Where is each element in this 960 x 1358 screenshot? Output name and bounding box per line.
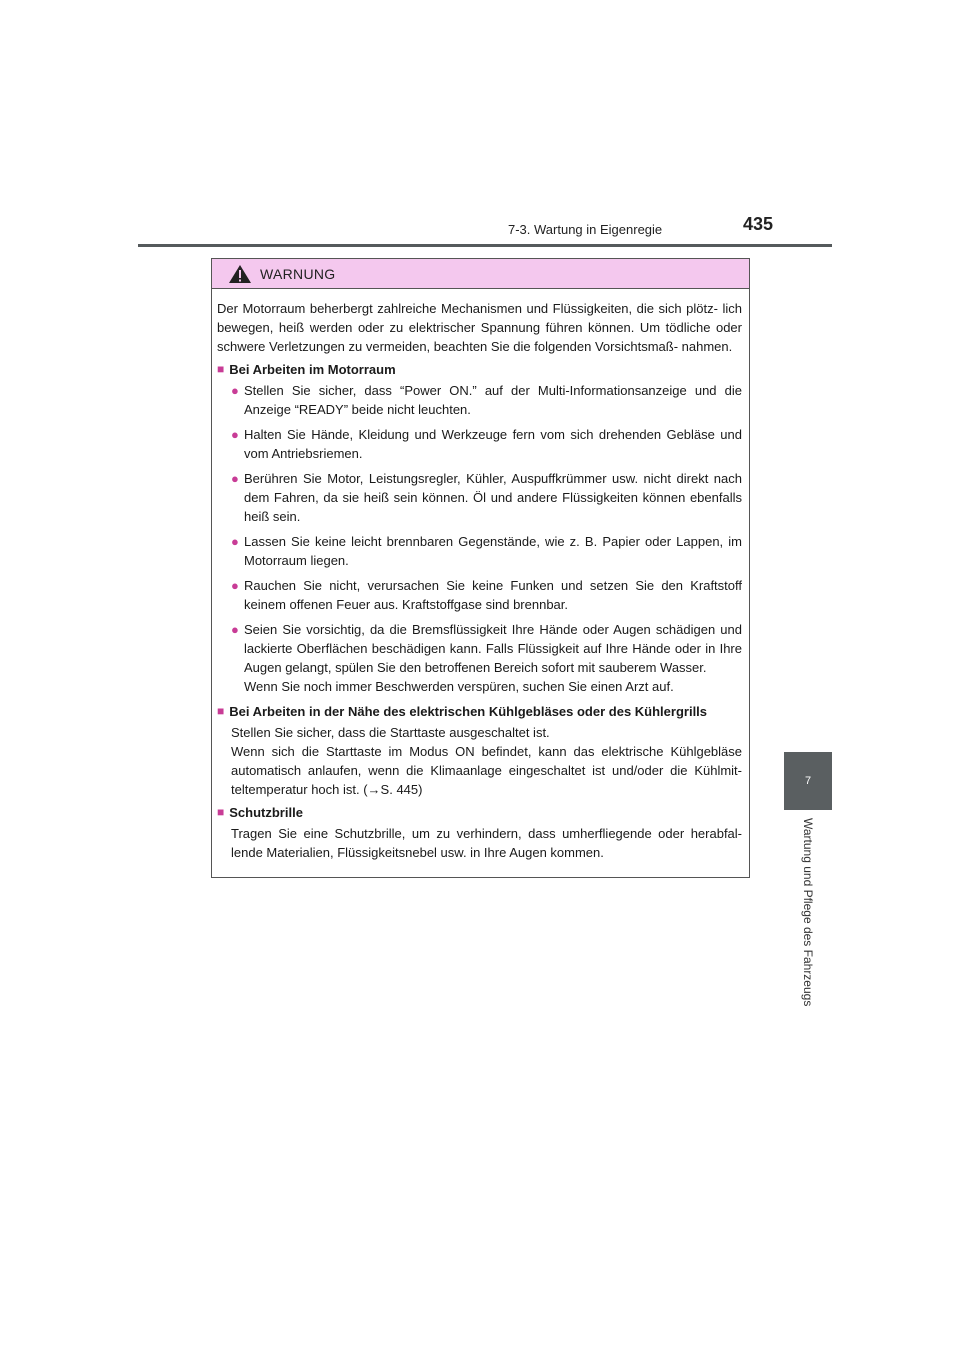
warning-intro: Der Motorraum beherbergt zahlreiche Mechanismen und Flüssigkeiten, die sich plötz- lich bewegen, heiß werden oder zu elektrischer Spannung führen können. Um tödliche oder schwere Verletzungen zu vermeiden, beachten Sie die folgenden Vorsichtsmaß- nahmen. [217, 301, 742, 354]
chapter-title: Wartung und Pflege des Fahrzeugs [801, 818, 815, 1007]
list-item: ● Stellen Sie sicher, dass “Power ON.” auf der Multi-Informationsanzeige und die Anzeige “READY” beide nicht leuchten. [231, 383, 742, 417]
square-bullet-icon: ■ [217, 805, 225, 819]
header-section-title: 7-3. Wartung in Eigenregie [508, 222, 663, 237]
list-item: ● Halten Sie Hände, Kleidung und Werkzeuge fern vom sich drehenden Gebläse und vom Antriebsriemen. [231, 427, 742, 461]
chapter-number: 7 [804, 775, 812, 787]
section-heading: ■ Schutzbrille [217, 805, 303, 820]
warning-box [211, 258, 750, 878]
square-bullet-icon: ■ [217, 362, 225, 376]
section-text: Tragen Sie eine Schutzbrille, um zu verhindern, dass umherfliegende oder herabfal- lende Materialien, Flüssigkeitsnebel usw. in Ihre Augen kommen. [231, 826, 742, 860]
warning-header [212, 259, 749, 289]
list-item: ● Rauchen Sie nicht, verursachen Sie keine Funken und setzen Sie den Kraftstoff keinem offenen Feuer aus. Kraftstoffgase sind brennbar. [231, 578, 742, 612]
square-bullet-icon: ■ [217, 704, 225, 718]
header-divider [138, 244, 832, 247]
warning-triangle-icon [228, 264, 252, 284]
circle-bullet-icon: ● [231, 534, 239, 549]
circle-bullet-icon: ● [231, 471, 239, 486]
circle-bullet-icon: ● [231, 427, 239, 442]
section-heading: ■ Bei Arbeiten in der Nähe des elektrischen Kühlgebläses oder des Kühlergrills [217, 704, 708, 719]
circle-bullet-icon: ● [231, 622, 239, 637]
list-item: ● Seien Sie vorsichtig, da die Bremsflüssigkeit Ihre Hände oder Augen schädigen und lackierte Oberflächen beschädigen kann. Falls Flüssigkeit auf Ihre Hände oder in Ihre Augen gelangt, spülen Sie den betroffenen Bereich sofort mit sauberem Wasser. Wenn Sie noch immer Beschwerden verspüren, suchen Sie einen Arzt auf. [231, 622, 742, 694]
section-heading: ■ Bei Arbeiten im Motorraum [217, 362, 396, 377]
warning-body [212, 289, 749, 862]
list-item: ● Lassen Sie keine leicht brennbaren Gegenstände, wie z. B. Papier oder Lappen, im Motorraum liegen. [231, 534, 742, 568]
circle-bullet-icon: ● [231, 383, 239, 398]
list-item: ● Berühren Sie Motor, Leistungsregler, Kühler, Auspuffkrümmer usw. nicht direkt nach dem Fahren, da sie heiß sein können. Öl und andere Flüssigkeiten können ebenfalls heiß sein. [231, 471, 742, 524]
page-number: 435 [743, 214, 774, 234]
section-text: Stellen Sie sicher, dass die Starttaste ausgeschaltet ist. Wenn sich die Starttaste im Modus ON befindet, kann das elektrische Kühlgebläse automatisch anlaufen, wenn die Klimaanlage eingeschaltet ist und/oder die Kühlmit- teltemperatur hoch ist. (→S. 445) [231, 725, 742, 797]
warning-title: WARNUNG [260, 265, 336, 282]
circle-bullet-icon: ● [231, 578, 239, 593]
chapter-tab [784, 752, 832, 810]
